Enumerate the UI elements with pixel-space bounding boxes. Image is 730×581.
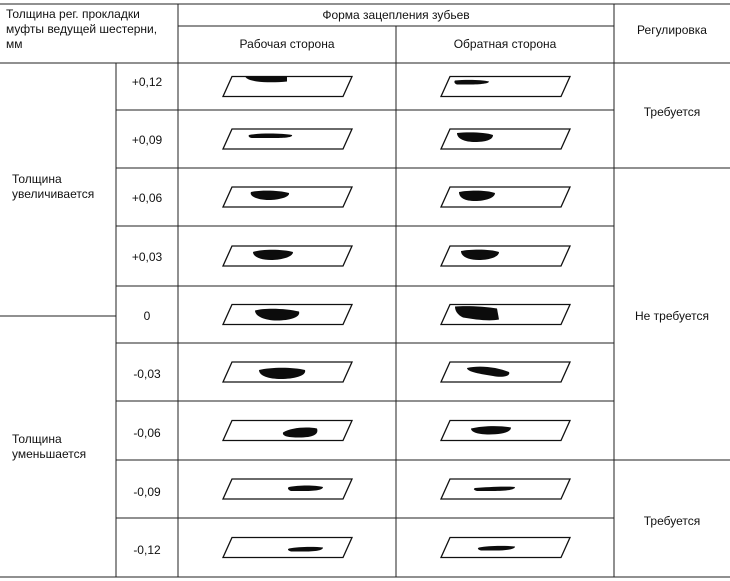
adjustment-required-top: Требуется bbox=[643, 105, 701, 119]
contact-patch bbox=[454, 80, 489, 85]
row-value-4: +0,03 bbox=[131, 250, 163, 264]
tooth-outline bbox=[223, 129, 352, 149]
contact-pattern-working-4 bbox=[223, 246, 352, 266]
gear-mesh-header: Форма зацепления зубьев bbox=[322, 8, 470, 22]
row-value-2: +0,09 bbox=[131, 133, 163, 147]
working-side-header: Рабочая сторона bbox=[239, 37, 335, 51]
contact-patch bbox=[288, 547, 323, 552]
contact-patch bbox=[474, 487, 515, 491]
contact-patch bbox=[471, 426, 511, 434]
contact-patch bbox=[478, 546, 515, 551]
thickness-header-line1: Толщина рег. прокладки bbox=[6, 7, 140, 21]
contact-pattern-reverse-5 bbox=[441, 305, 570, 325]
row-value-6: -0,03 bbox=[133, 367, 161, 381]
row-value-7: -0,06 bbox=[133, 426, 161, 440]
contact-patch bbox=[259, 368, 305, 379]
contact-pattern-working-6 bbox=[223, 362, 352, 382]
contact-patch bbox=[245, 77, 287, 83]
contact-pattern-reverse-3 bbox=[441, 187, 570, 207]
contact-patch bbox=[455, 306, 499, 320]
tooth-outline bbox=[223, 479, 352, 499]
contact-pattern-working-1 bbox=[223, 77, 352, 97]
tooth-outline bbox=[223, 77, 352, 97]
row-value-8: -0,09 bbox=[133, 485, 161, 499]
contact-patch bbox=[283, 428, 317, 438]
contact-patch bbox=[467, 367, 509, 377]
group-increase-line1: Толщина bbox=[12, 172, 62, 186]
adjustment-not-required: Не требуется bbox=[635, 309, 709, 323]
contact-pattern-working-5 bbox=[223, 305, 352, 325]
contact-pattern-reverse-7 bbox=[441, 421, 570, 441]
adjustment-required-bottom: Требуется bbox=[643, 514, 701, 528]
contact-pattern-working-9 bbox=[223, 538, 352, 558]
contact-patch bbox=[459, 191, 495, 201]
tooth-outline bbox=[441, 187, 570, 207]
row-value-1: +0,12 bbox=[131, 75, 163, 89]
contact-pattern-reverse-2 bbox=[441, 129, 570, 149]
reverse-side-header: Обратная сторона bbox=[453, 37, 557, 51]
contact-patch bbox=[255, 309, 299, 321]
tooth-outline bbox=[223, 538, 352, 558]
row-value-3: +0,06 bbox=[131, 191, 163, 205]
contact-pattern-working-8 bbox=[223, 479, 352, 499]
contact-pattern-reverse-9 bbox=[441, 538, 570, 558]
contact-pattern-reverse-8 bbox=[441, 479, 570, 499]
contact-patch bbox=[253, 250, 293, 260]
contact-pattern-reverse-4 bbox=[441, 246, 570, 266]
tooth-outline bbox=[441, 129, 570, 149]
contact-pattern-working-2 bbox=[223, 129, 352, 149]
group-decrease-line1: Толщина bbox=[12, 432, 62, 446]
contact-patch bbox=[457, 132, 493, 142]
tooth-outline bbox=[223, 187, 352, 207]
thickness-header-line3: мм bbox=[6, 37, 23, 51]
group-increase-line2: увеличивается bbox=[12, 187, 95, 201]
thickness-header-line2: муфты ведущей шестерни, bbox=[6, 22, 158, 36]
contact-patch bbox=[251, 191, 289, 200]
contact-patch bbox=[461, 250, 499, 260]
contact-patch bbox=[288, 486, 323, 492]
contact-pattern-working-7 bbox=[223, 421, 352, 441]
group-decrease-line2: уменьшается bbox=[12, 447, 87, 461]
contact-pattern-reverse-6 bbox=[441, 362, 570, 382]
contact-pattern-reverse-1 bbox=[441, 77, 570, 97]
row-value-5: 0 bbox=[143, 309, 151, 323]
contact-patch bbox=[249, 134, 292, 139]
row-value-9: -0,12 bbox=[133, 543, 161, 557]
tooth-outline bbox=[441, 77, 570, 97]
tooth-outline bbox=[441, 246, 570, 266]
contact-pattern-working-3 bbox=[223, 187, 352, 207]
adjustment-header: Регулировка bbox=[637, 23, 707, 37]
